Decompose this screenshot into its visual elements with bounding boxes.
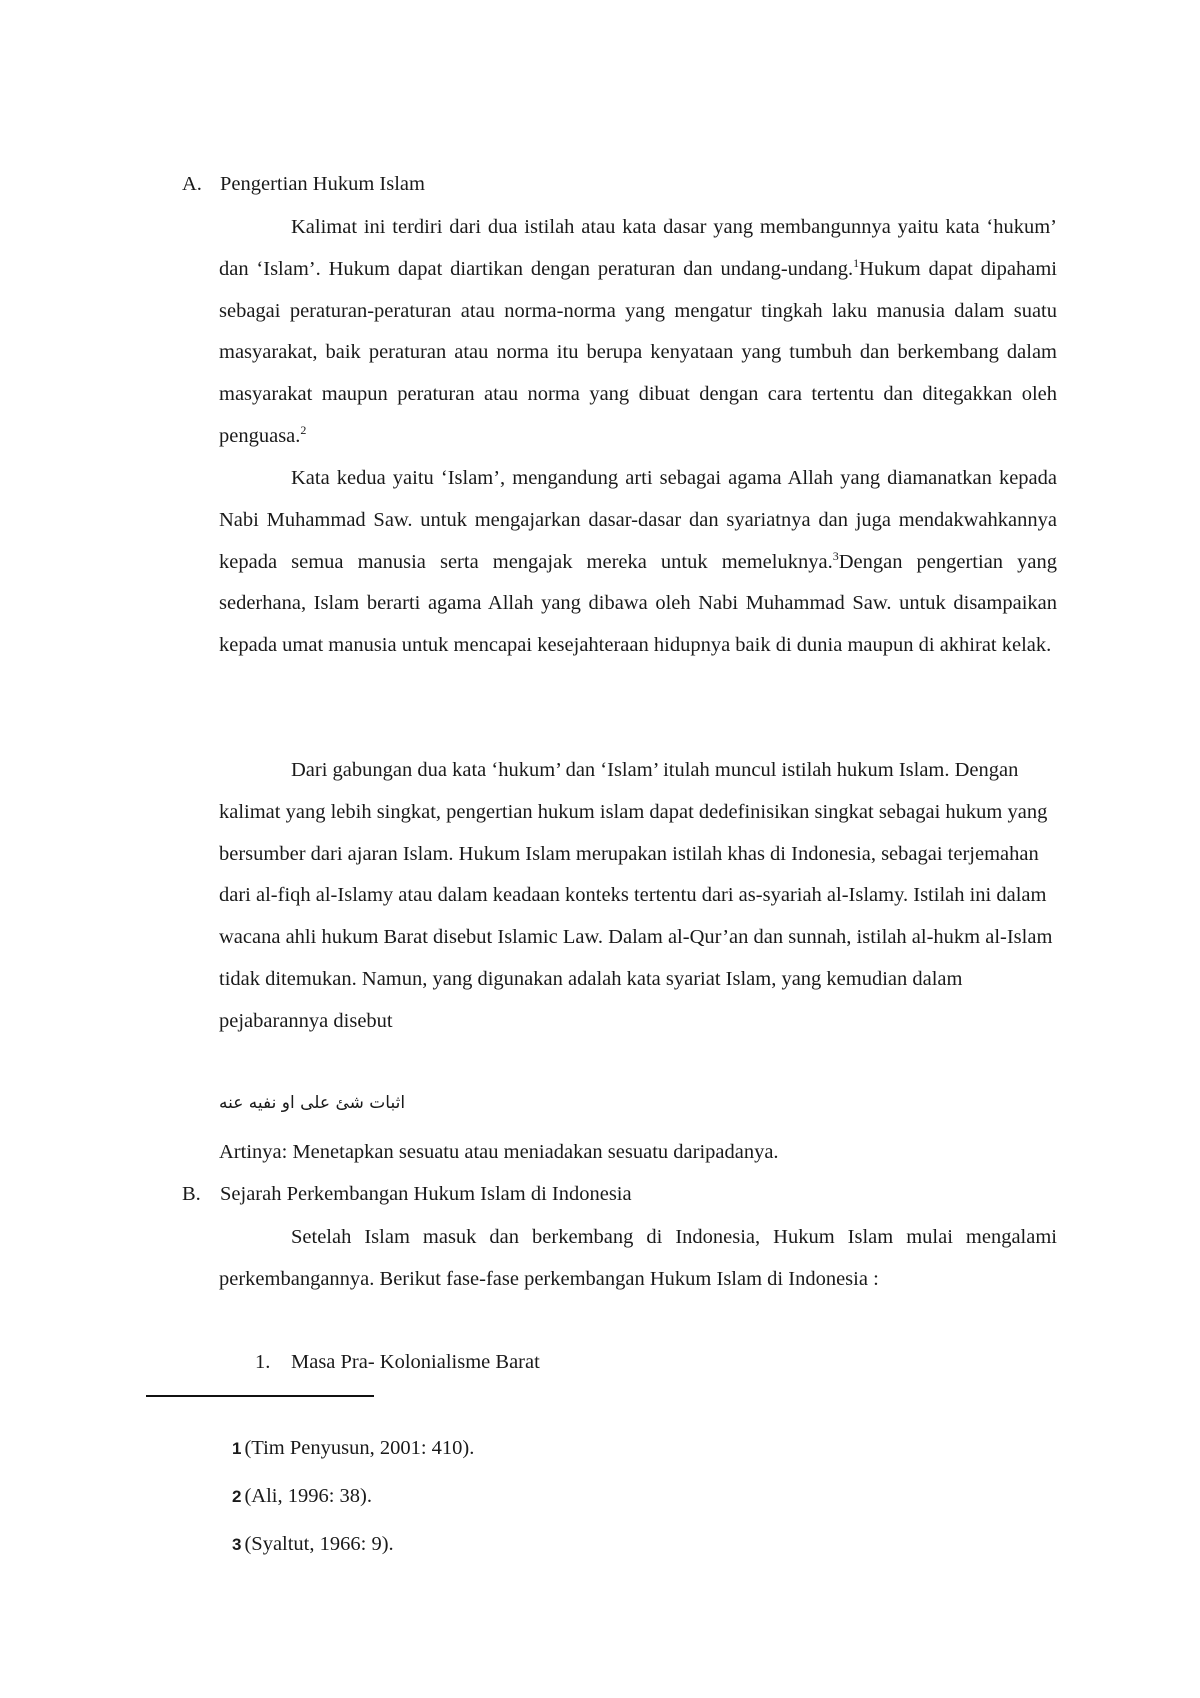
paragraph-text: Kalimat ini terdiri dari dua istilah atau kata dasar yang membangunnya yaitu kata ‘hukum’ dan ‘Islam’. Hukum dapat diartikan dengan peraturan dan undang-undang.: [219, 216, 1057, 280]
section-b-title: Sejarah Perkembangan Hukum Islam di Indonesia: [220, 1183, 632, 1205]
footnote-ref-1[interactable]: 1: [853, 255, 860, 270]
section-a-letter: A.: [182, 173, 202, 195]
section-a-paragraph-1: [219, 207, 1057, 458]
list-item-text: Masa Pra- Kolonialisme Barat: [291, 1351, 540, 1373]
arabic-definition: اثبات شئ على او نفيه عنه: [219, 1093, 406, 1113]
paragraph-text: Hukum dapat dipahami sebagai peraturan-peraturan atau norma-norma yang mengatur tingkah laku manusia dalam suatu masyarakat, baik peraturan atau norma itu berupa kenyataan yang tumbuh dan berkembang dalam masyarakat maupun peraturan atau norma yang dibuat dengan cara tertentu dan ditegakkan oleh penguasa.: [219, 257, 1057, 447]
paragraph-text: Setelah Islam masuk dan berkembang di Indonesia, Hukum Islam mulai mengalami perkembangannya. Berikut fase-fase perkembangan Hukum Islam di Indonesia :: [219, 1226, 1057, 1290]
paragraph-text: Kata kedua yaitu ‘Islam’, mengandung arti sebagai agama Allah yang diamanatkan kepada Nabi Muhammad Saw. untuk mengajarkan dasar-dasar dan syariatnya dan juga mendakwahkannya kepada semua manusia serta mengajak mereka untuk memeluknya.: [219, 467, 1057, 573]
footnote-separator: [146, 1395, 374, 1397]
footnote-text: (Ali, 1996: 38).: [244, 1485, 373, 1507]
footnote-text: (Tim Penyusun, 2001: 410).: [244, 1437, 475, 1459]
paragraph-text: Dengan pengertian yang sederhana, Islam berarti agama Allah yang dibawa oleh Nabi Muhammad Saw. untuk disampaikan kepada umat manusia untuk mencapai kesejahteraan hidupnya baik di dunia maupun di akhirat kelak.: [219, 550, 1057, 657]
footnote-ref-2[interactable]: 2: [300, 422, 307, 437]
footnote-number: 3: [232, 1535, 242, 1554]
footnote-ref-3[interactable]: 3: [832, 548, 839, 563]
footnote-number: 2: [232, 1487, 242, 1506]
paragraph-text: Dari gabungan dua kata ‘hukum’ dan ‘Islam’ itulah muncul istilah hukum Islam. Dengan kalimat yang lebih singkat, pengertian hukum islam dapat dedefinisikan singkat sebagai hukum yang bersumber dari ajaran Islam. Hukum Islam merupakan istilah khas di Indonesia, sebagai terjemahan dari al-fiqh al-Islamy atau dalam keadaan konteks tertentu dari as-syariah al-Islamy. Istilah ini dalam wacana ahli hukum Barat disebut Islamic Law. Dalam al-Qur’an dan sunnah, istilah al-hukm al-Islam tidak ditemukan. Namun, yang digunakan adalah kata syariat Islam, yang kemudian dalam pejabarannya disebut: [219, 759, 1053, 1032]
footnote-text: (Syaltut, 1966: 9).: [244, 1533, 394, 1555]
list-item-number: 1.: [255, 1351, 271, 1373]
footnote-1: [232, 1437, 474, 1460]
footnote-number: 1: [232, 1439, 242, 1458]
translation-line: Artinya: Menetapkan sesuatu atau meniadakan sesuatu daripadanya.: [219, 1141, 779, 1163]
section-b-letter: B.: [182, 1183, 201, 1205]
section-a-paragraph-2: [219, 458, 1057, 667]
footnote-3: [232, 1533, 394, 1556]
section-a-title: Pengertian Hukum Islam: [220, 173, 425, 195]
footnote-2: [232, 1485, 372, 1508]
section-a-paragraph-3: [219, 750, 1057, 1043]
section-b-paragraph-1: [219, 1217, 1057, 1301]
